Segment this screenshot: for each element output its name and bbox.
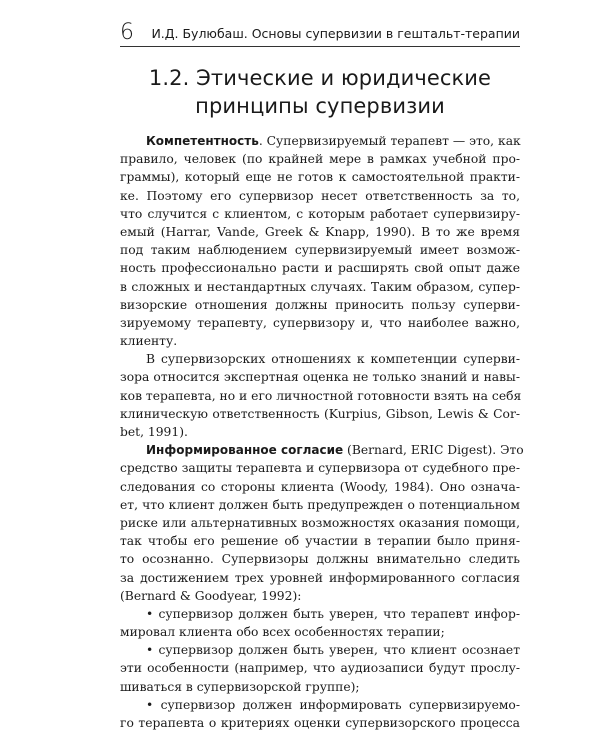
term-competence: Компетентность	[146, 134, 259, 148]
bullet-item-line: • супервизор должен быть уверен, что терапевт инфор-	[146, 606, 520, 621]
paragraph-line: зора относится экспертная оценка не только знаний и навы-	[120, 370, 520, 385]
paragraph-line: за достижением трех уровней информированного согласия	[120, 570, 520, 585]
paragraph-line: граммы), который еще не готов к самостоятельной практи-	[120, 170, 520, 185]
section-title-line-2: принципы супервизии	[195, 94, 445, 118]
paragraph-line: (Bernard & Goodyear, 1992):	[120, 588, 302, 603]
paragraph-line: что случится с клиентом, с которым работает супервизиру-	[120, 206, 520, 221]
paragraph-line: клиенту.	[120, 334, 178, 349]
paragraph-line: клиническую ответственность (Kurpius, Gibson, Lewis & Cor-	[120, 406, 520, 421]
paragraph-line: под таким наблюдением супервизируемый имеет возмож-	[120, 243, 520, 258]
paragraph-line: визорские отношения должны приносить пользу суперви-	[120, 297, 520, 312]
paragraph-line: ков терапевта, но и его личностной готовности взять на себя	[120, 388, 522, 403]
section-title	[120, 64, 520, 120]
term-informed-consent: Информированное согласие	[146, 443, 344, 458]
bullet-item-line: эти особенности (например, что аудиозаписи будут прослу-	[120, 661, 520, 676]
paragraph-line: то осознанно. Супервизоры должны внимательно следить	[120, 552, 520, 567]
paragraph-line: ке. Поэтому его супервизор несет ответственность за то,	[120, 188, 520, 203]
paragraph-line: в сложных и нестандартных случаях. Таким образом, супер-	[120, 279, 520, 294]
paragraph-line: ность профессионально расти и расширять свой опыт даже	[120, 261, 520, 276]
section-title-line-1: 1.2. Этические и юридические	[148, 66, 492, 90]
bullet-item-line: • супервизор должен быть уверен, что клиент осознает	[146, 643, 520, 658]
bullet-item-line: го терапевта о критериях оценки супервизорского процесса	[120, 716, 520, 730]
page-header	[120, 22, 520, 47]
bullet-item-line: • супервизор должен информировать супервизируемо-	[146, 697, 520, 712]
paragraph-line: правило, человек (по крайней мере в рамках учебной про-	[120, 152, 520, 167]
paragraph-line: так чтобы его решение об участии в терапии было приня-	[120, 534, 520, 549]
paragraph-line: емый (Harrar, Vande, Greek & Knapp, 1990). В то же время	[120, 224, 520, 239]
paragraph-line: Информированное согласие (Bernard, ERIC Digest). Это	[146, 443, 524, 458]
paragraph-line: Компетентность. Супервизируемый терапевт — это, как	[146, 134, 521, 148]
paragraph-line: зируемому терапевту, супервизору и, что наиболее важно,	[120, 315, 520, 330]
paragraph-line: В супервизорских отношениях к компетенции суперви-	[146, 352, 520, 367]
body-text	[120, 132, 524, 732]
paragraph-line: ет, что клиент должен быть предупрежден о потенциальном	[120, 497, 520, 512]
paragraph-line: риске или альтернативных возможностях оказания помощи,	[120, 515, 520, 530]
paragraph-line: следования со стороны клиента (Woody, 1984). Оно означа-	[120, 479, 520, 494]
paragraph-line: bet, 1991).	[120, 425, 188, 439]
bullet-item-line: мировал клиента обо всех особенностях терапии;	[120, 625, 445, 640]
paragraph-line: средство защиты терапевта и супервизора от судебного пре-	[120, 461, 520, 476]
running-head: И.Д. Булюбаш. Основы супервизии в гештальт-терапии	[151, 26, 520, 41]
bullet-item-line: шиваться в супервизорской группе);	[120, 679, 360, 694]
page-number: 6	[120, 20, 134, 45]
